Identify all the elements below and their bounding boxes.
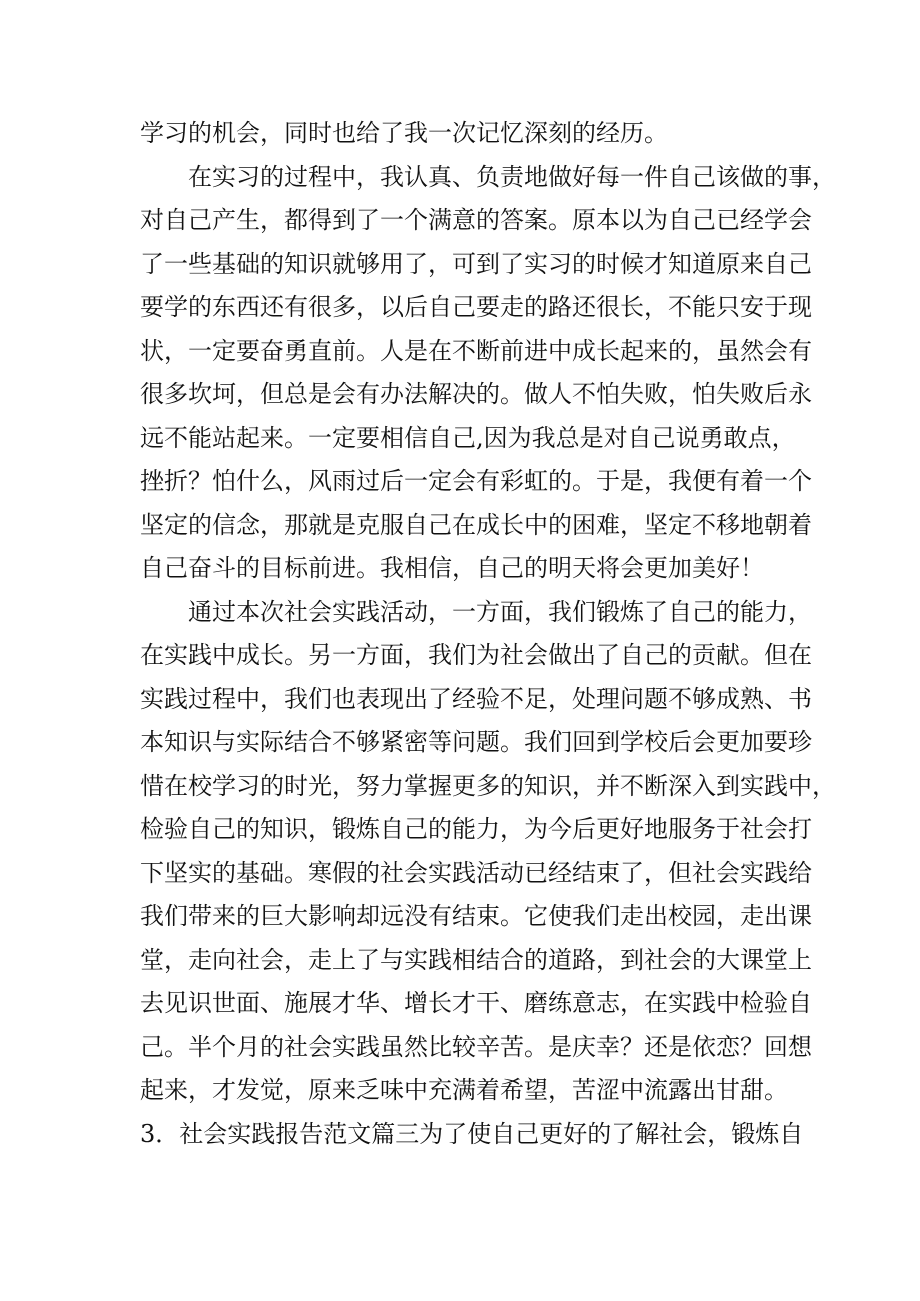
text-line: 很多坎坷，但总是会有办法解决的。做人不怕失败，怕失败后永 [140,380,812,408]
text-line: 己。半个月的社会实践虽然比较辛苦。是庆幸？还是依恋？回想 [140,1032,812,1061]
body-text [140,112,836,1156]
paragraph-first-line: 在实习的过程中，我认真、负责地做好每一件自己该做的事， [188,162,836,191]
text-line: 惜在校学习的时光，努力掌握更多的知识，并不断深入到实践中， [140,771,836,800]
text-line: 坚定的信念，那就是克服自己在成长中的困难，坚定不移地朝着 [140,510,812,539]
text-line: 了一些基础的知识就够用了，可到了实习的时候才知道原来自己 [140,249,812,278]
text-line: 对自己产生，都得到了一个满意的答案。原本以为自己已经学会 [140,206,812,234]
text-line: 我们带来的巨大影响却远没有结束。它使我们走出校园，走出课 [140,902,812,930]
text-line: 挫折？怕什么，风雨过后一定会有彩虹的。于是，我便有着一个 [140,467,812,495]
text-line: 起来，才发觉，原来乏味中充满着希望，苦涩中流露出甘甜。 [140,1076,788,1104]
text-line: 学习的机会，同时也给了我一次记忆深刻的经历。 [140,119,668,147]
text-line: 在实践中成长。另一方面，我们为社会做出了自己的贡献。但在 [140,641,812,669]
text-line: 去见识世面、施展才华、增长才干、磨练意志，在实践中检验自 [140,989,812,1017]
section-heading: 3．社会实践报告范文篇三为了使自己更好的了解社会，锻炼自 [140,1119,804,1148]
text-line: 状，一定要奋勇直前。人是在不断前进中成长起来的，虽然会有 [140,336,812,365]
text-line: 要学的东西还有很多，以后自己要走的路还很长，不能只安于现 [140,293,812,321]
text-line: 检验自己的知识，锻炼自己的能力，为今后更好地服务于社会打 [140,815,812,843]
paragraph-first-line: 通过本次社会实践活动，一方面，我们锻炼了自己的能力， [188,597,812,626]
text-line: 下坚实的基础。寒假的社会实践活动已经结束了，但社会实践给 [140,858,812,887]
text-line: 实践过程中，我们也表现出了经验不足，处理问题不够成熟、书 [140,684,812,713]
text-line: 堂，走向社会，走上了与实践相结合的道路，到社会的大课堂上 [140,945,812,974]
text-line: 远不能站起来。一定要相信自己,因为我总是对自己说勇敢点， [140,423,796,452]
text-line: 自己奋斗的目标前进。我相信，自己的明天将会更加美好！ [140,554,764,582]
text-line: 本知识与实际结合不够紧密等问题。我们回到学校后会更加要珍 [140,728,812,756]
